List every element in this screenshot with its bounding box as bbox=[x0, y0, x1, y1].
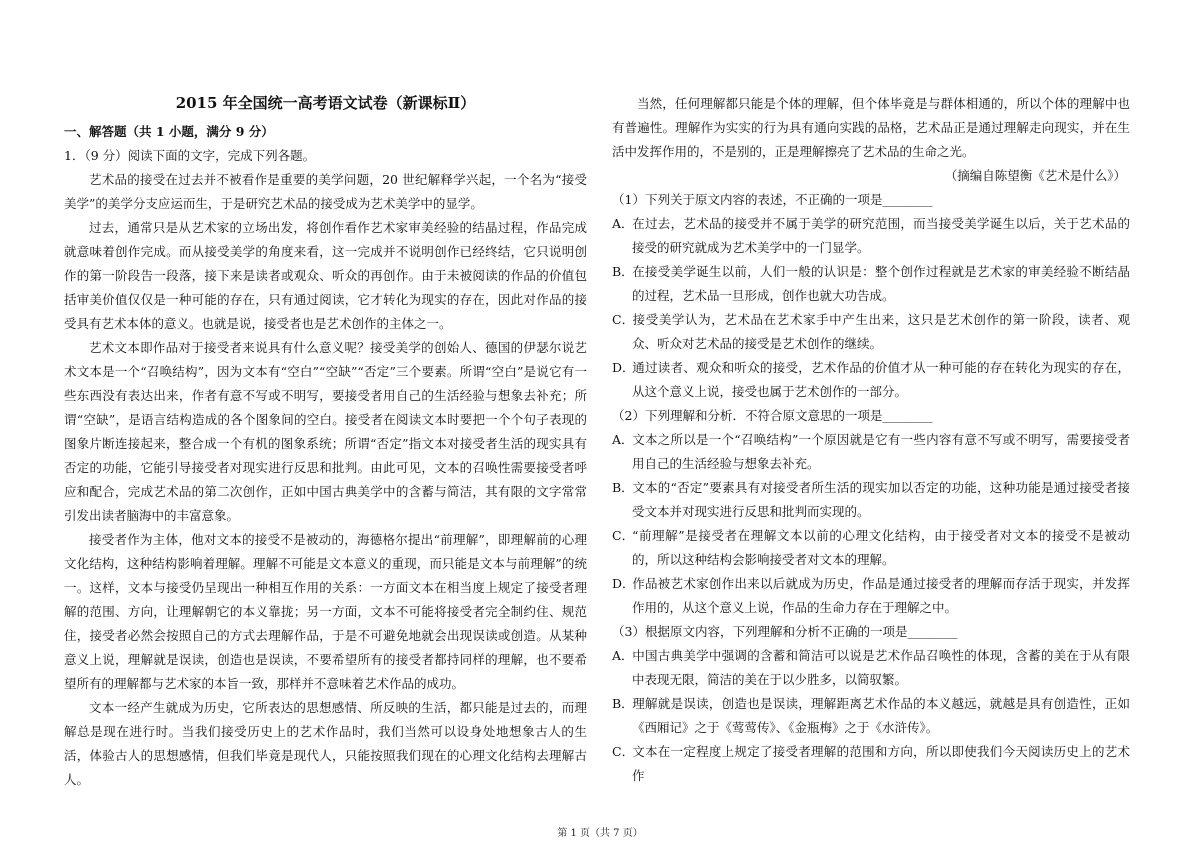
option-c bbox=[612, 308, 1130, 356]
option-letter: D． bbox=[612, 576, 635, 591]
option-text: 作品被艺术家创作出来以后就成为历史，作品是通过接受者的理解而存活于现实，并发挥作用的，从这个意义上说，作品的生命力存在于理解之中。 bbox=[632, 576, 1130, 615]
option-text: 理解就是误读，创造也是误读，理解距离艺术作品的本义越远，就越是具有创造性，正如《西厢记》之于《莺莺传》、《金瓶梅》之于《水浒传》。 bbox=[632, 696, 1130, 735]
option-text: 文本在一定程度上规定了接受者理解的范围和方向，所以即使我们今天阅读历史上的艺术作 bbox=[632, 744, 1130, 783]
left-column bbox=[64, 92, 587, 792]
exam-title: 2015 年全国统一高考语文试卷（新课标Ⅱ） bbox=[175, 94, 476, 112]
option-text: 在接受美学诞生以前，人们一般的认识是：整个创作过程就是艺术家的审美经验不断结晶的过程，艺术品一旦形成，创作也就大功告成。 bbox=[632, 264, 1130, 303]
question-heading: 1．（9 分）阅读下面的文字，完成下列各题。 bbox=[64, 148, 316, 163]
option-d bbox=[612, 356, 1130, 404]
option-letter: A． bbox=[612, 432, 634, 447]
passage-paragraph-2: 过去，通常只是从艺术家的立场出发，将创作看作艺术家审美经验的结晶过程，作品完成就意味着创作完成。而从接受美学的角度来看，这一完成并不说明创作已经终结，它只说明创作的第一阶段告一段落，接下来是读者或观众、听众的再创作。由于未被阅读的作品的价值包括审美价值仅仅是一种可能的存在，只有通过阅读，它才转化为现实的存在，因此对作品的接受具有艺术本体的意义。也就是说，接受者也是艺术创作的主体之一。 bbox=[64, 220, 587, 331]
option-text: 中国古典美学中强调的含蓄和简洁可以说是艺术作品召唤性的体现，含蓄的美在于从有限中表现无限，简洁的美在于以少胜多，以简驭繁。 bbox=[632, 648, 1130, 687]
option-a bbox=[612, 212, 1130, 260]
option-c bbox=[612, 524, 1130, 572]
option-letter: D． bbox=[612, 360, 635, 375]
option-text: “前理解”是接受者在理解文本以前的心理文化结构，由于接受者对文本的接受不是被动的，所以这种结构会影响接受者对文本的理解。 bbox=[632, 528, 1130, 567]
subquestion-3 bbox=[612, 620, 1130, 788]
option-letter: B． bbox=[612, 480, 634, 495]
option-b bbox=[612, 476, 1130, 524]
option-text: 接受美学认为，艺术品在艺术家手中产生出来，这只是艺术创作的第一阶段，读者、观众、听众对艺术品的接受是艺术创作的继续。 bbox=[632, 312, 1130, 351]
option-letter: C． bbox=[612, 528, 635, 543]
passage-paragraph-1: 艺术品的接受在过去并不被看作是重要的美学问题，20 世纪解释学兴起，一个名为“接受美学”的美学分支应运而生，于是研究艺术品的接受成为艺术美学中的显学。 bbox=[64, 172, 587, 211]
passage-source: （摘编自陈望衡《艺术是什么》） bbox=[944, 168, 1126, 183]
subquestion-2 bbox=[612, 404, 1130, 620]
page-footer: 第 1 页（共 7 页） bbox=[557, 828, 643, 839]
passage-continuation: 当然，任何理解都只能是个体的理解，但个体毕竟是与群体相通的，所以个体的理解中也有普遍性。理解作为实实的行为具有通向实践的品格，艺术品正是通过理解走向现实，并在生活中发挥作用的，不是别的，正是理解擦亮了艺术品的生命之光。 bbox=[612, 96, 1130, 159]
subquestion-1 bbox=[612, 188, 1130, 404]
option-c bbox=[612, 740, 1130, 788]
passage-paragraph-5: 文本一经产生就成为历史，它所表达的思想感情、所反映的生活，都只能是过去的，而理解总是现在进行时。当我们接受历史上的艺术作品时，我们当然可以设身处地想象古人的生活，体验古人的思想感情，但我们毕竟是现代人，只能按照我们现在的心理文化结构去理解古人。 bbox=[64, 700, 587, 787]
option-letter: A． bbox=[612, 216, 634, 231]
option-d bbox=[612, 572, 1130, 620]
option-letter: A． bbox=[612, 648, 634, 663]
option-a bbox=[612, 644, 1130, 692]
option-letter: B． bbox=[612, 696, 634, 711]
option-letter: B． bbox=[612, 264, 634, 279]
option-text: 文本之所以是一个“召唤结构”一个原因就是它有一些内容有意不写或不明写，需要接受者用自己的生活经验与想象去补充。 bbox=[632, 432, 1130, 471]
subquestion-stem: （3）根据原文内容，下列理解和分析不正确的一项是________ bbox=[612, 624, 958, 639]
option-letter: C． bbox=[612, 312, 635, 327]
passage-paragraph-4: 接受者作为主体，他对文本的接受不是被动的，海德格尔提出“前理解”，即理解前的心理文化结构，这种结构影响着理解。理解不可能是文本意义的重现，而只能是文本与前理解”的统一。这样，文本与接受仍呈现出一种相互作用的关系：一方面文本在相当度上规定了接受者理解的范围、方向，让理解朝它的本义靠拢；另一方面，文本不可能将接受者完全制约住、规范住，接受者必然会按照自己的方式去理解作品，于是不可避免地就会出现误读或创造。从某种意义上说，理解就是误读，创造也是误读，不要希望所有的接受者都持同样的理解，也不要希望所有的理解都与艺术家的本旨一致，那样并不意味着艺术作品的成功。 bbox=[64, 532, 587, 691]
option-letter: C． bbox=[612, 744, 635, 759]
option-a bbox=[612, 428, 1130, 476]
option-text: 文本的“否定”要素具有对接受者所生活的现实加以否定的功能，这种功能是通过接受者接受文本并对现实进行反思和批判而实现的。 bbox=[632, 480, 1130, 519]
right-column bbox=[612, 92, 1130, 788]
option-b bbox=[612, 260, 1130, 308]
subquestion-stem: （2）下列理解和分析．不符合原文意思的一项是________ bbox=[612, 408, 933, 423]
section-heading: 一、解答题（共 1 小题，满分 9 分） bbox=[64, 124, 274, 139]
option-text: 在过去，艺术品的接受并不属于美学的研究范围，而当接受美学诞生以后，关于艺术品的接受的研究就成为艺术美学中的一门显学。 bbox=[632, 216, 1130, 255]
option-text: 通过读者、观众和听众的接受，艺术作品的价值才从一种可能的存在转化为现实的存在，从这个意义上说，接受也属于艺术创作的一部分。 bbox=[632, 360, 1130, 399]
option-b bbox=[612, 692, 1130, 740]
subquestion-stem: （1）下列关于原文内容的表述，不正确的一项是________ bbox=[612, 192, 933, 207]
passage-paragraph-3: 艺术文本即作品对于接受者来说具有什么意义呢？接受美学的创始人、德国的伊瑟尔说艺术文本是一个“召唤结构”，因为文本有“空白”“空缺”“否定”三个要素。所谓“空白”是说它有一些东西没有表达出来，作者有意不写或不明写，要接受者用自己的生活经验与想象去补充；所谓“空缺”，是语言结构造成的各个图象间的空白。接受者在阅读文本时要把一个个句子表现的图象片断连接起来，整合成一个有机的图象系统；所谓“否定”指文本对接受者生活的现实具有否定的功能，它能引导接受者对现实进行反思和批判。由此可见，文本的召唤性需要接受者呼应和配合，完成艺术品的第二次创作，正如中国古典美学中的含蓄与简洁，其有限的文字常常引发出读者脑海中的丰富意象。 bbox=[64, 340, 587, 523]
